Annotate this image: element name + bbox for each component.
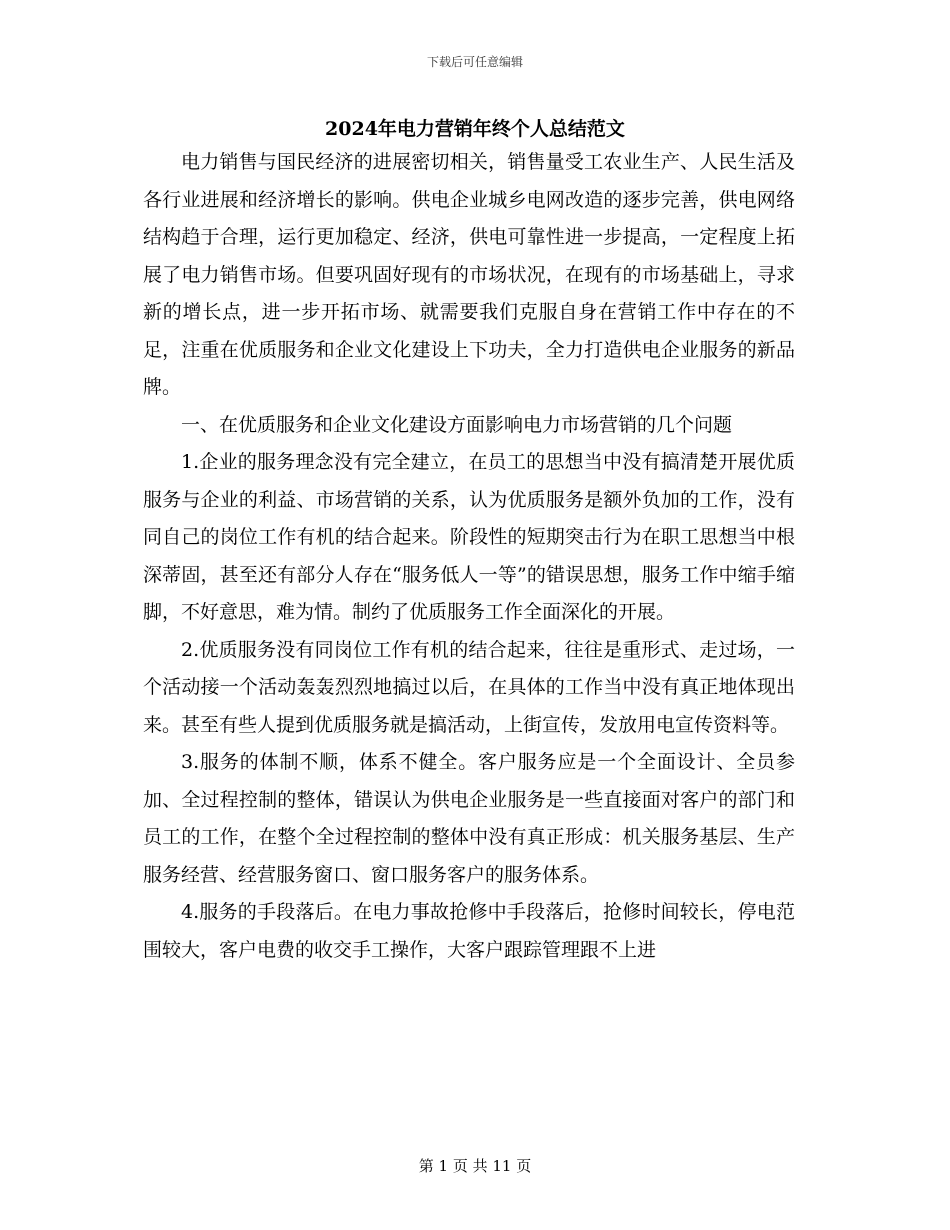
paragraph-item-4: 4.服务的手段落后。在电力事故抢修中手段落后，抢修时间较长，停电范围较大，客户电费的收交手工操作，大客户跟踪管理跟不上进 <box>143 901 795 961</box>
paragraph-item-1: 1.企业的服务理念没有完全建立，在员工的思想当中没有搞清楚开展优质服务与企业的利益、市场营销的关系，认为优质服务是额外负加的工作，没有同自己的岗位工作有机的结合起来。阶段性的短期突击行为在职工思想当中根深蒂固，甚至还有部分人存在“服务低人一等”的错误思想，服务工作中缩手缩脚，不好意思，难为情。制约了优质服务工作全面深化的开展。 <box>143 451 795 623</box>
document-body <box>143 144 795 969</box>
page-number-footer: 第 1 页 共 11 页 <box>418 1157 532 1175</box>
paragraph-intro: 电力销售与国民经济的进展密切相关，销售量受工农业生产、人民生活及各行业进展和经济增长的影响。供电企业城乡电网改造的逐步完善，供电网络结构趋于合理，运行更加稳定、经济，供电可靠性进一步提高，一定程度上拓展了电力销售市场。但要巩固好现有的市场状况，在现有的市场基础上，寻求新的增长点，进一步开拓市场、就需要我们克服自身在营销工作中存在的不足，注重在优质服务和企业文化建设上下功夫，全力打造供电企业服务的新品牌。 <box>143 151 795 398</box>
document-title: 2024年电力营销年终个人总结范文 <box>325 118 625 140</box>
header-note: 下载后可任意编辑 <box>426 55 523 69</box>
paragraph-section-heading-1: 一、在优质服务和企业文化建设方面影响电力市场营销的几个问题 <box>181 413 733 436</box>
paragraph-item-3: 3.服务的体制不顺，体系不健全。客户服务应是一个全面设计、全员参加、全过程控制的整体，错误认为供电企业服务是一些直接面对客户的部门和员工的工作，在整个全过程控制的整体中没有真正形成：机关服务基层、生产服务经营、经营服务窗口、窗口服务客户的服务体系。 <box>143 751 795 886</box>
paragraph-item-2: 2.优质服务没有同岗位工作有机的结合起来，往往是重形式、走过场，一个活动接一个活动轰轰烈烈地搞过以后，在具体的工作当中没有真正地体现出来。甚至有些人提到优质服务就是搞活动，上街宣传，发放用电宣传资料等。 <box>143 638 795 736</box>
